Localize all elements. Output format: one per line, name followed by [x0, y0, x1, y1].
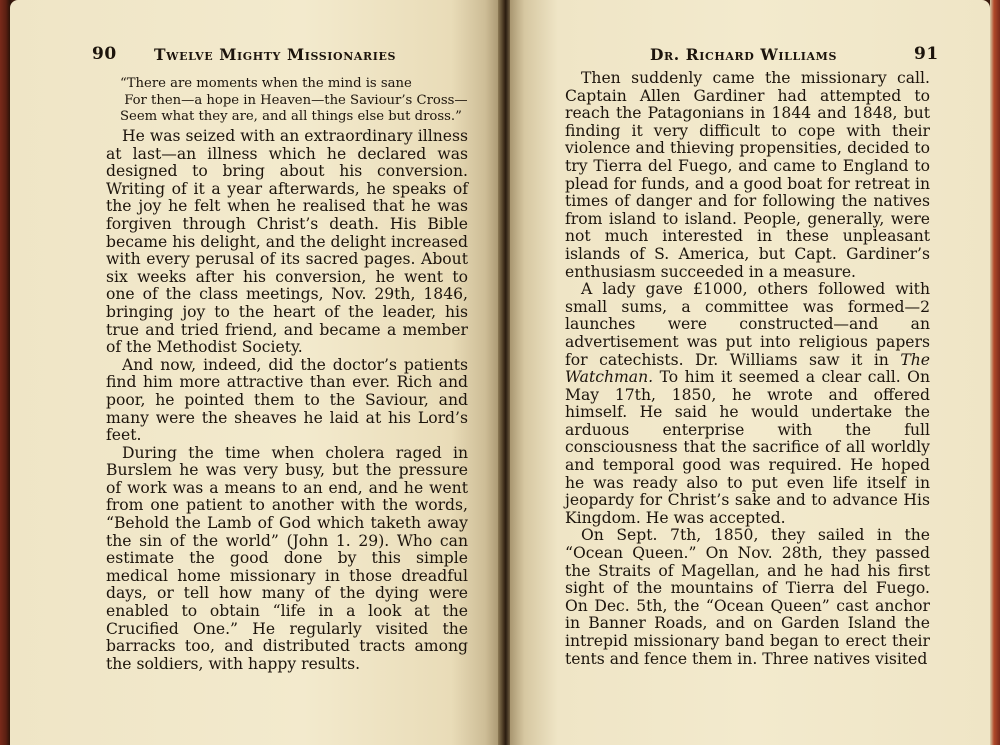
page-number: 90 — [92, 44, 117, 64]
page-number: 91 — [914, 44, 939, 64]
right-body-text — [565, 70, 930, 668]
paragraph: And now, indeed, did the doctor’s patients find him more attractive than ever. Rich and poor, he pointed them to the Saviour, and many were the sheaves he laid at his Lord’s feet. — [106, 355, 468, 445]
paragraph-text: To him it seemed a clear call. On May 17th, 1850, he wrote and offered himself. He said he would undertake the arduous enterprise with the full consciousness that the sacrifice of all worldly and temporal good was required. He hoped he was ready also to put even life itself in jeopardy for Christ’s sake and to advance His Kingdom. He was accepted. — [565, 368, 930, 527]
left-body-text — [106, 128, 468, 673]
paragraph: During the time when cholera raged in Burslem he was very busy, but the pressure of work was a means to an end, and he went from one patient to another with the words, “Behold the Lamb of God which taketh away the sin of the world” (John 1. 29). Who can estimate the good done by this simple medical home missionary in those dreadful days, or tell how many of the dying were enabled to obtain “life in a look at the Crucified One.” He regularly visited the barracks too, and distributed tracts among the soldiers, with happy results. — [106, 443, 468, 673]
left-page-header — [92, 44, 472, 66]
paragraph: Then suddenly came the missionary call. Captain Allen Gardiner had attempted to reach the Patagonians in 1844 and 1848, but finding it very difficult to cope with their violence and thieving propensities, decided to try Tierra del Fuego, and came to England to plead for funds, and a good boat for retreat in times of danger and for following the natives from island to island. People, generally, were not much interested in these unpleasant islands of S. America, but Capt. Gardiner’s enthusiasm succeeded in a measure. — [565, 69, 930, 281]
left-page — [10, 0, 500, 745]
running-head: Twelve Mighty Missionaries — [154, 45, 397, 64]
verse-quote: “There are moments when the mind is sane For then—a hope in Heaven—the Saviour’s Cross— Seem what they are, and all things else but dross.” — [120, 76, 468, 124]
right-page — [510, 0, 990, 745]
paragraph-text: A lady gave £1000, others followed with small sums, a committee was formed—2 launches were constructed—and an advertisement was put into religious papers for catechists. Dr. Williams saw it in — [565, 280, 930, 369]
paragraph: He was seized with an extraordinary illness at last—an illness which he declared was designed to bring about his conversion. Writing of it a year afterwards, he speaks of the joy he felt when he realised that he was forgiven through Christ’s death. His Bible became his delight, and the delight increased with every perusal of its sacred pages. About six weeks after his conversion, he went to one of the class meetings, Nov. 29th, 1846, bringing joy to the heart of the leader, his true and tried friend, and became a member of the Methodist Society. — [106, 127, 468, 357]
newspaper-title: The Watchman. — [565, 350, 930, 387]
paragraph — [565, 281, 930, 527]
book-edge — [990, 0, 1000, 745]
right-page-header — [650, 44, 950, 66]
paragraph: On Sept. 7th, 1850, they sailed in the “Ocean Queen.” On Nov. 28th, they passed the Straits of Magellan, and he had his first sight of the mountains of Tierra del Fuego. On Dec. 5th, the “Ocean Queen” cast anchor in Banner Roads, and on Garden Island the intrepid missionary band began to erect their tents and fence them in. Three natives visited — [565, 526, 930, 668]
running-head: Dr. Richard Williams — [650, 45, 837, 64]
